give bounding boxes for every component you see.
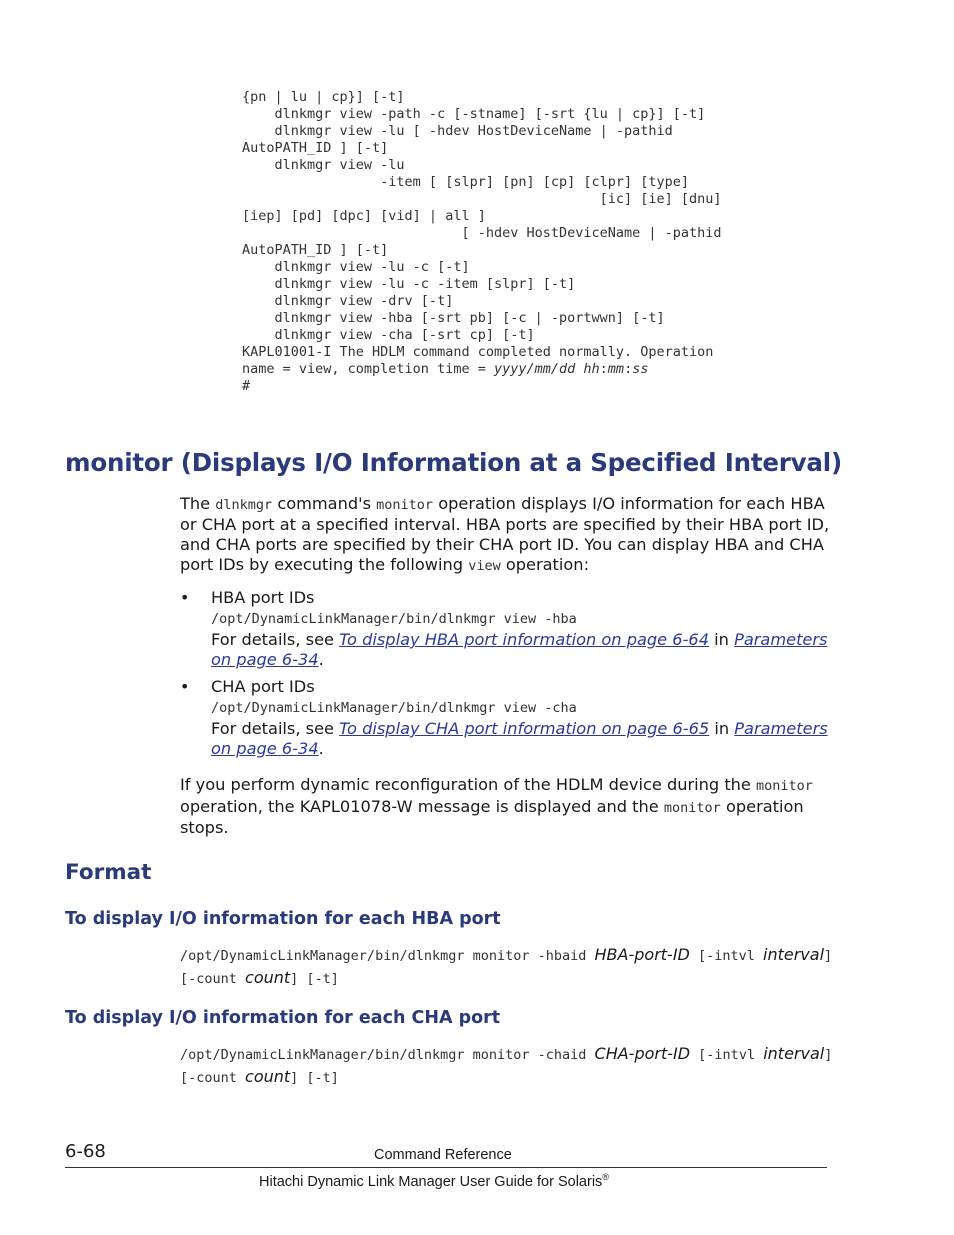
time-colon: : — [624, 361, 633, 377]
code-line: dlnkmgr view -lu [ -hdev HostDeviceName | -pathid — [242, 123, 673, 139]
time-ss: ss — [632, 361, 649, 377]
param: count — [245, 968, 291, 987]
page-title: monitor (Displays I/O Information at a Specified Interval) — [65, 448, 842, 477]
time-colon: : — [599, 361, 608, 377]
code-line: # — [242, 378, 251, 394]
section-heading-hba: To display I/O information for each HBA port — [65, 909, 501, 929]
list-item — [180, 587, 830, 670]
code-line: [iep] [pd] [dpc] [vid] | all ] — [242, 208, 486, 224]
bullet-label: HBA port IDs — [211, 588, 315, 607]
param: interval — [763, 1044, 825, 1063]
code-line: dlnkmgr view -lu -c [-t] — [242, 259, 470, 275]
param: HBA-port-ID — [594, 945, 690, 964]
code-line: -item [ [slpr] [pn] [cp] [clpr] [type] — [242, 174, 690, 190]
command-output-block — [242, 89, 722, 395]
command-path: /opt/DynamicLinkManager/bin/dlnkmgr view -hba — [211, 611, 577, 627]
reconfig-paragraph: If you perform dynamic reconfiguration of the HDLM device during the monitor operation, the KAPL01078-W message is displayed and the monitor operation stops. — [180, 775, 813, 837]
time-hh: hh — [583, 361, 600, 377]
format-heading: Format — [65, 860, 152, 885]
command-path: /opt/DynamicLinkManager/bin/dlnkmgr view -cha — [211, 700, 577, 716]
code-line: AutoPATH_ID ] [-t] — [242, 242, 389, 258]
footer-section-title: Command Reference — [374, 1147, 512, 1163]
code-line: AutoPATH_ID ] [-t] — [242, 140, 389, 156]
param: interval — [763, 945, 825, 964]
code-line: KAPL01001-I The HDLM command completed normally. Operation — [242, 344, 714, 360]
inline-code: dlnkmgr — [215, 497, 273, 513]
inline-code: view — [468, 558, 501, 574]
code-line: name = view, completion time = — [242, 361, 494, 377]
code-line: dlnkmgr view -drv [-t] — [242, 293, 454, 309]
code-line: [ -hdev HostDeviceName | -pathid — [242, 225, 722, 241]
code-line: [ic] [ie] [dnu] — [242, 191, 722, 207]
syntax-hba: /opt/DynamicLinkManager/bin/dlnkmgr monitor -hbaid HBA-port-ID [-intvl interval] [-count count] [-t] — [180, 945, 833, 987]
xref-link[interactable]: To display HBA port information on page 6-64 — [339, 630, 710, 649]
code-line: dlnkmgr view -path -c [-stname] [-srt {lu | cp}] [-t] — [242, 106, 706, 122]
details-text: For details, see To display HBA port information on page 6-64 in Parameters on page 6-34. — [211, 630, 828, 669]
port-id-list — [180, 587, 830, 765]
bullet-label: CHA port IDs — [211, 677, 315, 696]
page-number: 6-68 — [65, 1141, 106, 1162]
code-line: {pn | lu | cp}] [-t] — [242, 89, 405, 105]
code-line: dlnkmgr view -hba [-srt pb] [-c | -portwwn] [-t] — [242, 310, 665, 326]
param: CHA-port-ID — [594, 1044, 691, 1063]
footer-divider — [65, 1167, 827, 1168]
code-line: dlnkmgr view -lu -c -item [slpr] [-t] — [242, 276, 576, 292]
syntax-cha: /opt/DynamicLinkManager/bin/dlnkmgr monitor -chaid CHA-port-ID [-intvl interval] [-count count] [-t] — [180, 1044, 833, 1086]
bullet: • — [180, 588, 190, 607]
registered-mark: ® — [602, 1172, 609, 1182]
xref-link[interactable]: To display CHA port information on page 6-65 — [339, 719, 710, 738]
intro-paragraph: The dlnkmgr command's monitor operation displays I/O information for each HBA or CHA port at a specified interval. HBA ports are specified by their HBA port ID, and CHA ports are specified by their CHA port ID. You can display HBA and CHA port IDs by executing the following view operation: — [180, 494, 830, 574]
param: count — [245, 1067, 291, 1086]
bullet: • — [180, 677, 190, 696]
section-heading-cha: To display I/O information for each CHA port — [65, 1008, 501, 1028]
xref-link[interactable]: Parameters on page 6-34 — [211, 630, 828, 669]
code-line: dlnkmgr view -cha [-srt cp] [-t] — [242, 327, 535, 343]
inline-code: monitor — [663, 799, 721, 816]
footer-guide-title: Hitachi Dynamic Link Manager User Guide for Solaris® — [259, 1172, 609, 1190]
inline-code: monitor — [376, 497, 434, 513]
details-text: For details, see To display CHA port information on page 6-65 in Parameters on page 6-34. — [211, 719, 828, 758]
xref-link[interactable]: Parameters on page 6-34 — [211, 719, 828, 758]
code-line: dlnkmgr view -lu — [242, 157, 405, 173]
time-date: yyyy/mm/dd — [493, 361, 576, 377]
time-mm: mm — [607, 361, 625, 377]
list-item — [180, 676, 830, 759]
inline-code: monitor — [756, 778, 813, 794]
